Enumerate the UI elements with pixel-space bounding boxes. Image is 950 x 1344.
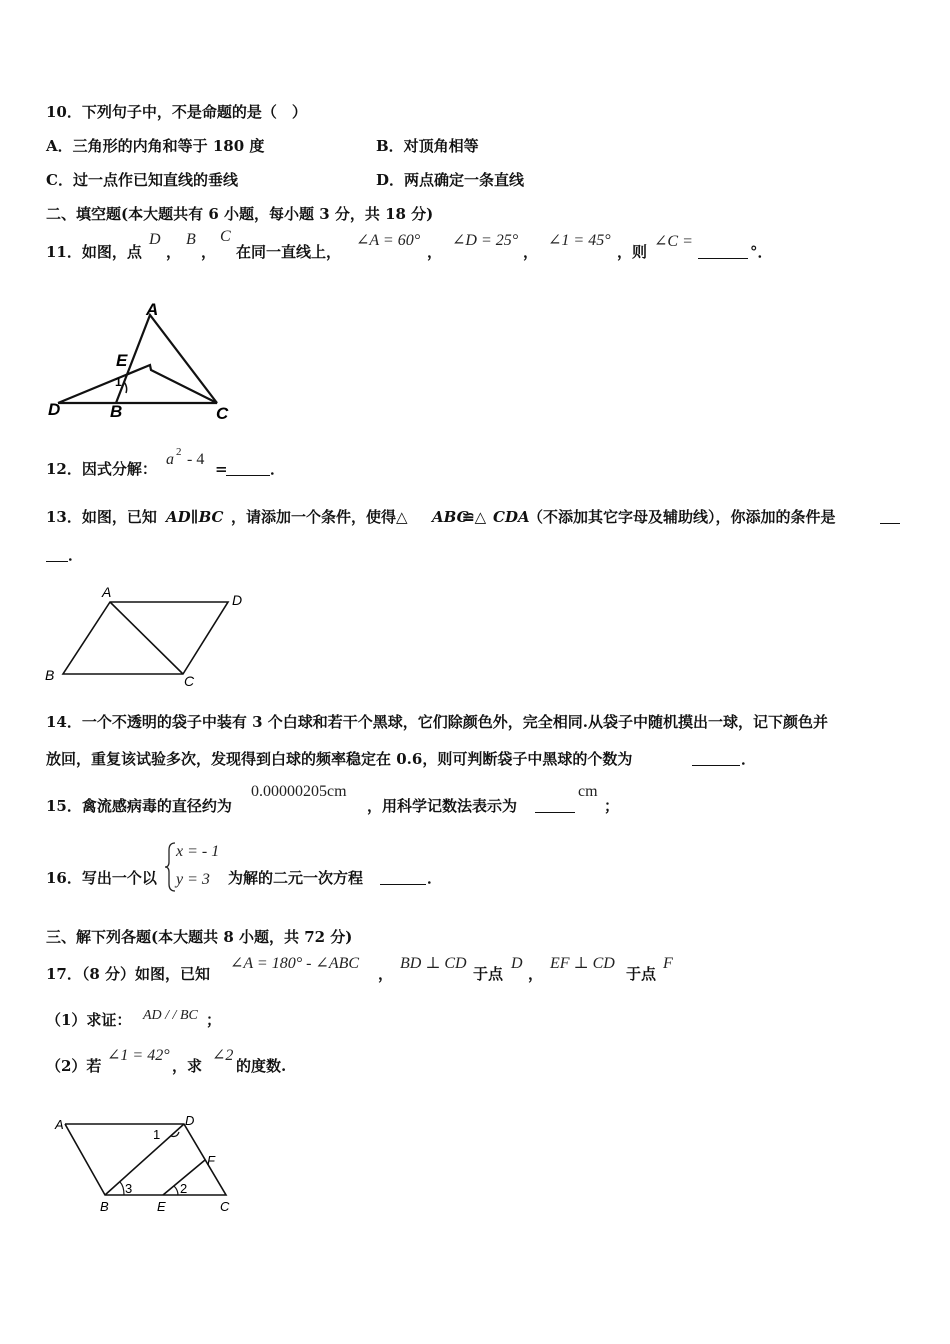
q12-expr-exponent: 2: [176, 446, 182, 458]
q12-expr-a: a: [166, 451, 174, 468]
q17-part-1-label: （1）求证：: [46, 1011, 132, 1029]
q11-figure: [40, 295, 240, 425]
q17-condition-3: EF ⊥ CD: [550, 955, 615, 972]
q17-text-1: 17．（8 分）如图，已知: [46, 965, 211, 983]
q11-point-c: C: [220, 228, 231, 245]
q17-figure-label-f: F: [207, 1153, 215, 1168]
q11-figure-label-b: B: [110, 402, 123, 421]
q11-answer-blank: [698, 244, 748, 259]
q17-part-2-label: （2）若: [46, 1057, 102, 1075]
q10-option-a: A．三角形的内角和等于 180 度: [46, 137, 265, 155]
q11-comma-4: ，: [523, 243, 539, 261]
q10-option-b: B．对顶角相等: [376, 137, 479, 155]
q11-figure-angle-arc: [124, 382, 127, 393]
q12-text-3: ．: [270, 460, 286, 478]
q17-figure-label-2: 2: [180, 1181, 188, 1196]
q17-text-3: 于点: [626, 965, 657, 983]
q17-figure: [50, 1110, 250, 1220]
q16-equation-2: y = 3: [176, 871, 210, 888]
q11-comma-3: ，: [427, 243, 443, 261]
q11-figure-label-a: A: [146, 300, 159, 319]
q13-figure-label-d: D: [232, 592, 243, 608]
q14-line-2: 放回，重复该试验多次，发现得到白球的频率稳定在 0.6，则可判断袋子中黑球的个数为: [46, 750, 633, 768]
q17-part-1-end: ；: [206, 1011, 222, 1029]
q16-answer-blank: [380, 870, 426, 885]
q11-figure-label-c: C: [216, 404, 229, 423]
q13-figure-label-c: C: [184, 673, 195, 689]
q10-option-c: C．过一点作已知直线的垂线: [46, 171, 238, 189]
q15-answer-blank: [535, 798, 575, 813]
q13-text-4: ．: [68, 546, 84, 564]
q11-figure-label-d: D: [48, 400, 61, 419]
q17-figure-label-e: E: [157, 1199, 166, 1214]
q17-point-d: D: [511, 955, 523, 972]
q13-answer-blank-1: [880, 509, 900, 524]
q12-text-2: =: [215, 460, 228, 478]
q13-figure-label-a: A: [102, 584, 112, 600]
q11-text-3: ，则: [617, 243, 648, 261]
q15-unit: cm: [578, 783, 598, 800]
q17-figure-label-b: B: [100, 1199, 109, 1214]
q11-angle-c: ∠C =: [654, 233, 693, 250]
q17-figure-label-d: D: [185, 1113, 195, 1128]
q12-text-1: 12．因式分解：: [46, 460, 157, 478]
q11-text-1: 11．如图，点: [46, 243, 142, 261]
q15-text-3: ；: [604, 797, 620, 815]
q17-condition-1: ∠A = 180° - ∠ABC: [230, 955, 360, 972]
q16-text-1: 16．写出一个以: [46, 869, 157, 887]
q12-answer-blank: [226, 461, 270, 476]
q17-part-2-angle: ∠2: [212, 1047, 234, 1064]
q17-figure-bd: [105, 1124, 184, 1195]
q17-figure-label-1: 1: [153, 1127, 161, 1142]
q13-text-1: 13．如图，已知: [46, 508, 157, 526]
q17-figure-arc-3: [120, 1182, 124, 1195]
q12-expr-rest: - 4: [187, 451, 205, 468]
q14-answer-blank: [692, 751, 740, 766]
q17-figure-label-a: A: [55, 1117, 64, 1132]
q11-angle-a: ∠A = 60°: [356, 232, 421, 249]
q15-text-2: ，用科学记数法表示为: [367, 797, 518, 815]
q17-figure-arc-2: [174, 1186, 178, 1195]
q13-answer-blank-2: [46, 547, 68, 562]
section-2-heading: 二、填空题(本大题共有 6 小题，每小题 3 分，共 18 分): [46, 205, 434, 223]
q17-part-2-expr: ∠1 = 42°: [107, 1047, 170, 1064]
q11-point-d: D: [149, 231, 161, 248]
q17-point-f: F: [663, 955, 673, 972]
q13-congruent: ≌△: [462, 508, 487, 526]
q14-line-1: 14．一个不透明的袋子中装有 3 个白球和若干个黑球，它们除颜色外，完全相同.从袋子中随机摸出一球，记下颜色并: [46, 713, 828, 731]
q11-angle-d: ∠D = 25°: [452, 232, 519, 249]
q13-figure-diagonal-ac: [110, 602, 183, 674]
q14-line-2-end: ．: [741, 750, 757, 768]
q13-figure: [40, 582, 260, 692]
q15-value: 0.00000205cm: [251, 783, 347, 800]
q13-cda: CDA: [493, 508, 530, 526]
q16-text-2: 为解的二元一次方程: [228, 869, 364, 887]
q17-part-2-mid: ，求: [172, 1057, 203, 1075]
q17-comma-1: ，: [378, 965, 394, 983]
q13-text-2: ，请添加一个条件，使得△: [231, 508, 408, 526]
q13-text-3: （不添加其它字母及辅助线），你添加的条件是: [528, 508, 836, 526]
q16-equation-1: x = - 1: [176, 843, 220, 860]
q13-abc: ABC: [432, 508, 469, 526]
q11-text-2: 在同一直线上，: [236, 243, 342, 261]
q10-option-d: D．两点确定一条直线: [376, 171, 525, 189]
q17-comma-2: ，: [528, 965, 544, 983]
q17-part-1-expr: AD / / BC: [143, 1008, 198, 1023]
q11-comma-2: ，: [201, 243, 217, 261]
q11-figure-label-e: E: [116, 351, 128, 370]
q11-angle-1: ∠1 = 45°: [548, 232, 611, 249]
q17-text-2: 于点: [473, 965, 504, 983]
q16-text-3: ．: [427, 869, 443, 887]
q13-figure-label-b: B: [45, 667, 55, 683]
q17-figure-label-c: C: [220, 1199, 230, 1214]
q13-ad-parallel-bc: AD∥BC: [166, 508, 224, 526]
q15-text-1: 15．禽流感病毒的直径约为: [46, 797, 232, 815]
q10-stem: 10．下列句子中，不是命题的是（ ）: [46, 103, 307, 121]
q17-part-2-end: 的度数.: [236, 1057, 287, 1075]
q11-point-b: B: [186, 231, 196, 248]
q11-figure-triangle: [116, 315, 217, 403]
section-3-heading: 三、解下列各题(本大题共 8 小题，共 72 分): [46, 928, 353, 946]
q11-comma-1: ，: [166, 243, 182, 261]
q11-figure-label-1: 1: [115, 375, 122, 389]
q17-condition-2: BD ⊥ CD: [400, 955, 467, 972]
q11-text-4: °．: [750, 243, 773, 261]
q17-figure-label-3: 3: [125, 1181, 133, 1196]
